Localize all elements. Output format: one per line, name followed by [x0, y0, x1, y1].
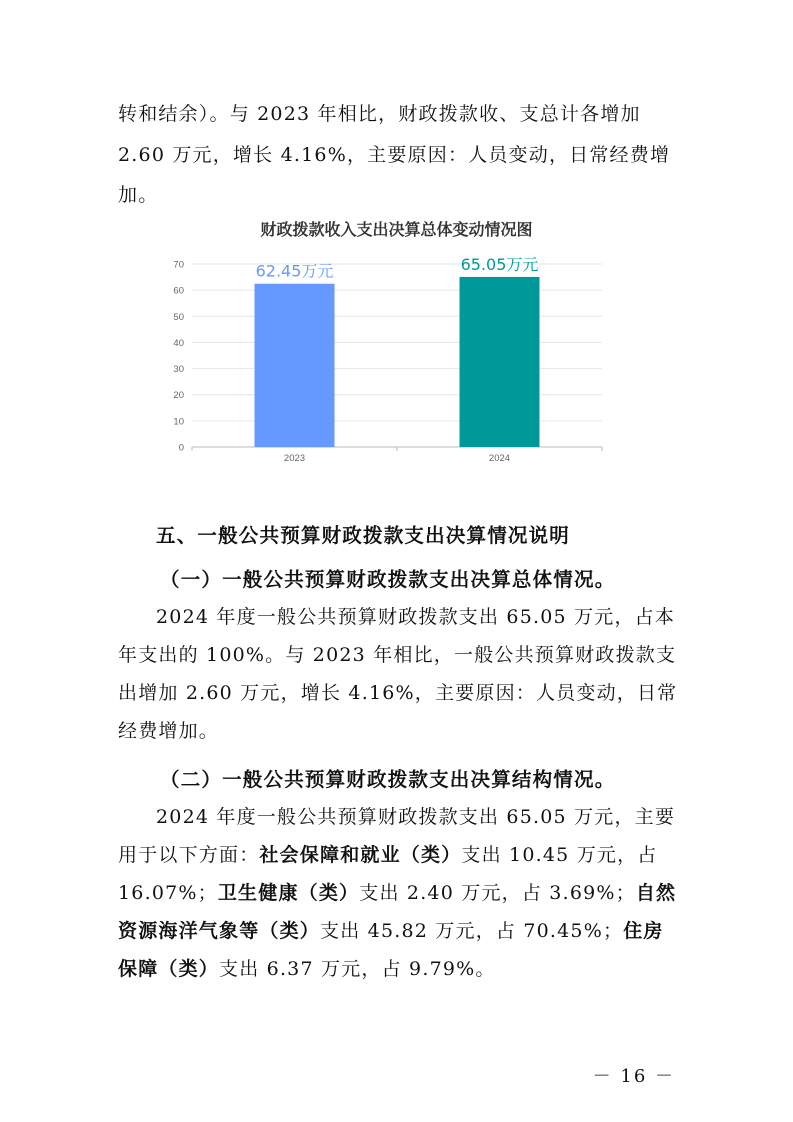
top-line-1: 转和结余）。与 2023 年相比，财政拨款收、支总计各增加 — [118, 103, 641, 125]
item2-text: 支出 2.40 万元，占 3.69%； — [359, 882, 636, 904]
y-tick-label: 50 — [173, 311, 184, 323]
x-tick-label: 2024 — [488, 453, 511, 464]
sub2-heading: （二）一般公共预算财政拨款支出决算结构情况。 — [160, 768, 616, 791]
chart-title: 财政拨款收入支出决算总体变动情况图 — [260, 220, 533, 239]
bar — [255, 284, 335, 447]
top-line-2: 2.60 万元，增长 4.16%，主要原因：人员变动，日常经费增 — [118, 144, 671, 166]
item4-name: 住房保障（类） — [118, 920, 664, 980]
item1-name: 社会保障和就业（类） — [259, 844, 462, 866]
item3-name: 自然资源海洋气象等（类） — [118, 882, 677, 942]
item2-name: 卫生健康（类） — [217, 882, 360, 904]
y-tick-label: 70 — [173, 259, 184, 271]
sub1-body: 2024 年度一般公共预算财政拨款支出 65.05 万元，占本年支出的 100%。与 2023 年相比，一般公共预算财政拨款支出增加 2.60 万元，增长 4.16%，主要原因：人员变动，日常经费增加。 — [118, 606, 678, 742]
sub2-intro: 2024 年度一般公共预算财政拨款支出 65.05 万元，主要用于以下方面： — [118, 806, 676, 866]
y-tick-label: 30 — [173, 364, 184, 376]
data-label: 65.05万元 — [460, 254, 539, 274]
y-tick-label: 10 — [173, 416, 184, 428]
x-tick-label: 2023 — [283, 453, 306, 464]
data-label: 62.45万元 — [255, 261, 334, 281]
item1-text: 支出 10.45 万元，占 16.07%； — [118, 844, 658, 904]
section5-heading: 五、一般公共预算财政拨款支出决算情况说明 — [156, 524, 571, 547]
bar — [460, 277, 540, 447]
page-number: － 16 － — [592, 1066, 675, 1087]
y-tick-label: 40 — [173, 337, 184, 349]
top-line-3: 加。 — [118, 184, 159, 206]
bar-chart — [160, 250, 620, 465]
item3-text: 支出 45.82 万元，占 70.45%； — [320, 920, 624, 942]
sub2-body — [118, 798, 678, 988]
y-tick-label: 60 — [173, 285, 184, 297]
y-tick-label: 0 — [178, 442, 184, 454]
y-tick-label: 20 — [173, 390, 184, 402]
item4-text: 支出 6.37 万元，占 9.79%。 — [219, 958, 496, 980]
sub1-heading: （一）一般公共预算财政拨款支出决算总体情况。 — [160, 568, 616, 591]
